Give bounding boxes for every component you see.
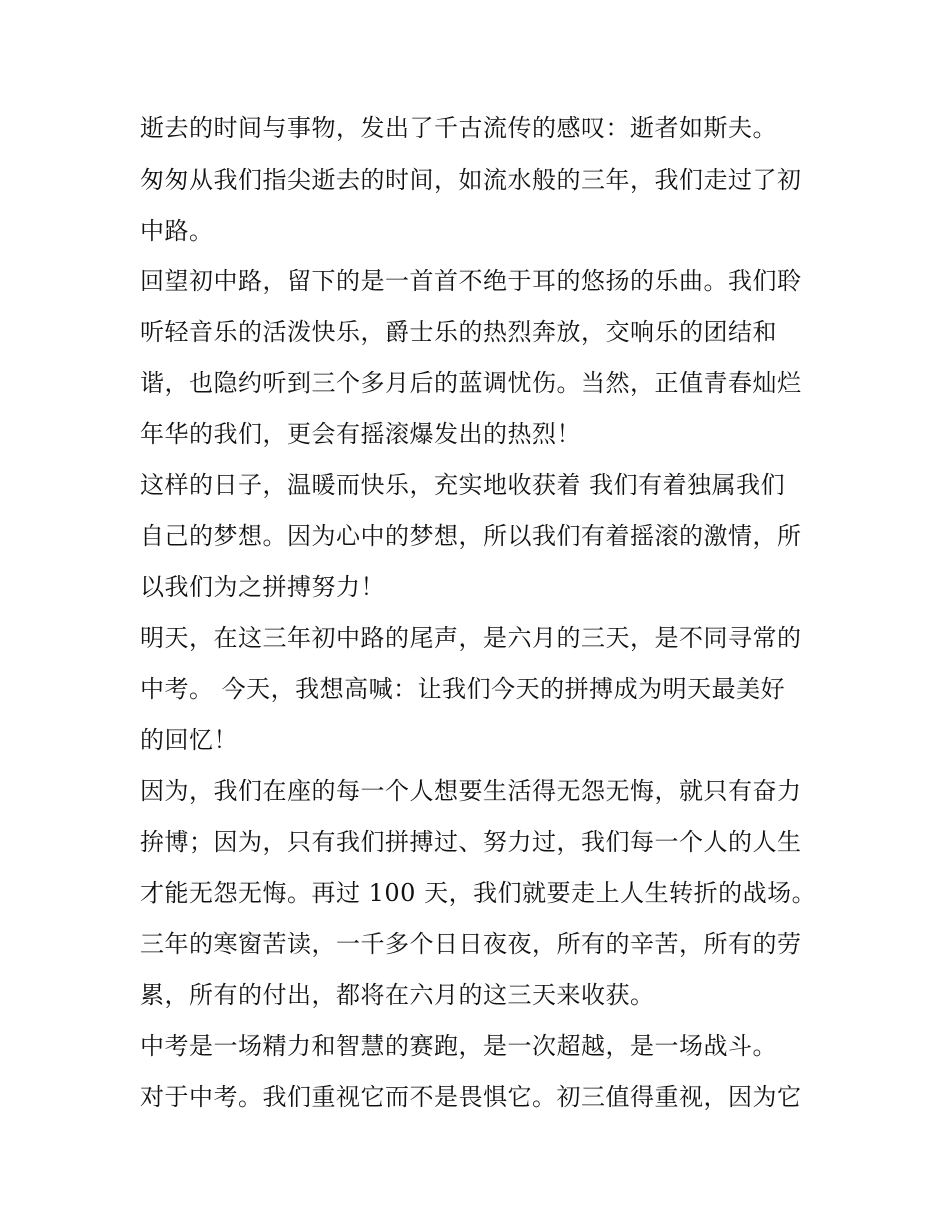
text-line: 听轻音乐的活泼快乐，爵士乐的热烈奔放，交响乐的团结和: [140, 318, 777, 346]
text-line: 累，所有的付出，都将在六月的这三天来收获。: [140, 981, 655, 1009]
text-line: 拚博；因为，只有我们拼搏过、努力过，我们每一个人的人生: [140, 828, 802, 856]
text-line: 逝去的时间与事物，发出了千古流传的感叹：逝者如斯夫。: [140, 114, 777, 142]
text-line: 匆匆从我们指尖逝去的时间，如流水般的三年，我们走过了初: [140, 166, 802, 194]
text-line: 中考是一场精力和智慧的赛跑，是一次超越，是一场战斗。: [140, 1032, 777, 1060]
text-line: 以我们为之拼搏努力！: [140, 573, 385, 601]
text-line: 回望初中路，留下的是一首首不绝于耳的悠扬的乐曲。我们聆: [140, 267, 802, 295]
text-line: 谐，也隐约听到三个多月后的蓝调忧伤。当然，正值青春灿烂: [140, 369, 802, 397]
text-line: 自己的梦想。因为心中的梦想，所以我们有着摇滚的激情，所: [140, 522, 802, 550]
text-line: 三年的寒窗苦读，一千多个日日夜夜，所有的辛苦，所有的劳: [140, 930, 802, 958]
text-line: 中路。: [140, 217, 214, 245]
text-line: 的回忆！: [140, 726, 238, 754]
text-line: 对于中考。我们重视它而不是畏惧它。初三值得重视，因为它: [140, 1083, 802, 1111]
text-line: 中考。 今天，我想高喊：让我们今天的拼搏成为明天最美好: [140, 675, 786, 703]
text-line: 年华的我们，更会有摇滚爆发出的热烈！: [140, 420, 581, 448]
text-line: 明天，在这三年初中路的尾声，是六月的三天，是不同寻常的: [140, 624, 802, 652]
text-line: 这样的日子，温暖而快乐，充实地收获着 我们有着独属我们: [140, 471, 786, 499]
text-line: 才能无怨无悔。再过 100 天，我们就要走上人生转折的战场。: [140, 879, 817, 907]
text-line: 因为，我们在座的每一个人想要生活得无怨无悔，就只有奋力: [140, 777, 802, 805]
